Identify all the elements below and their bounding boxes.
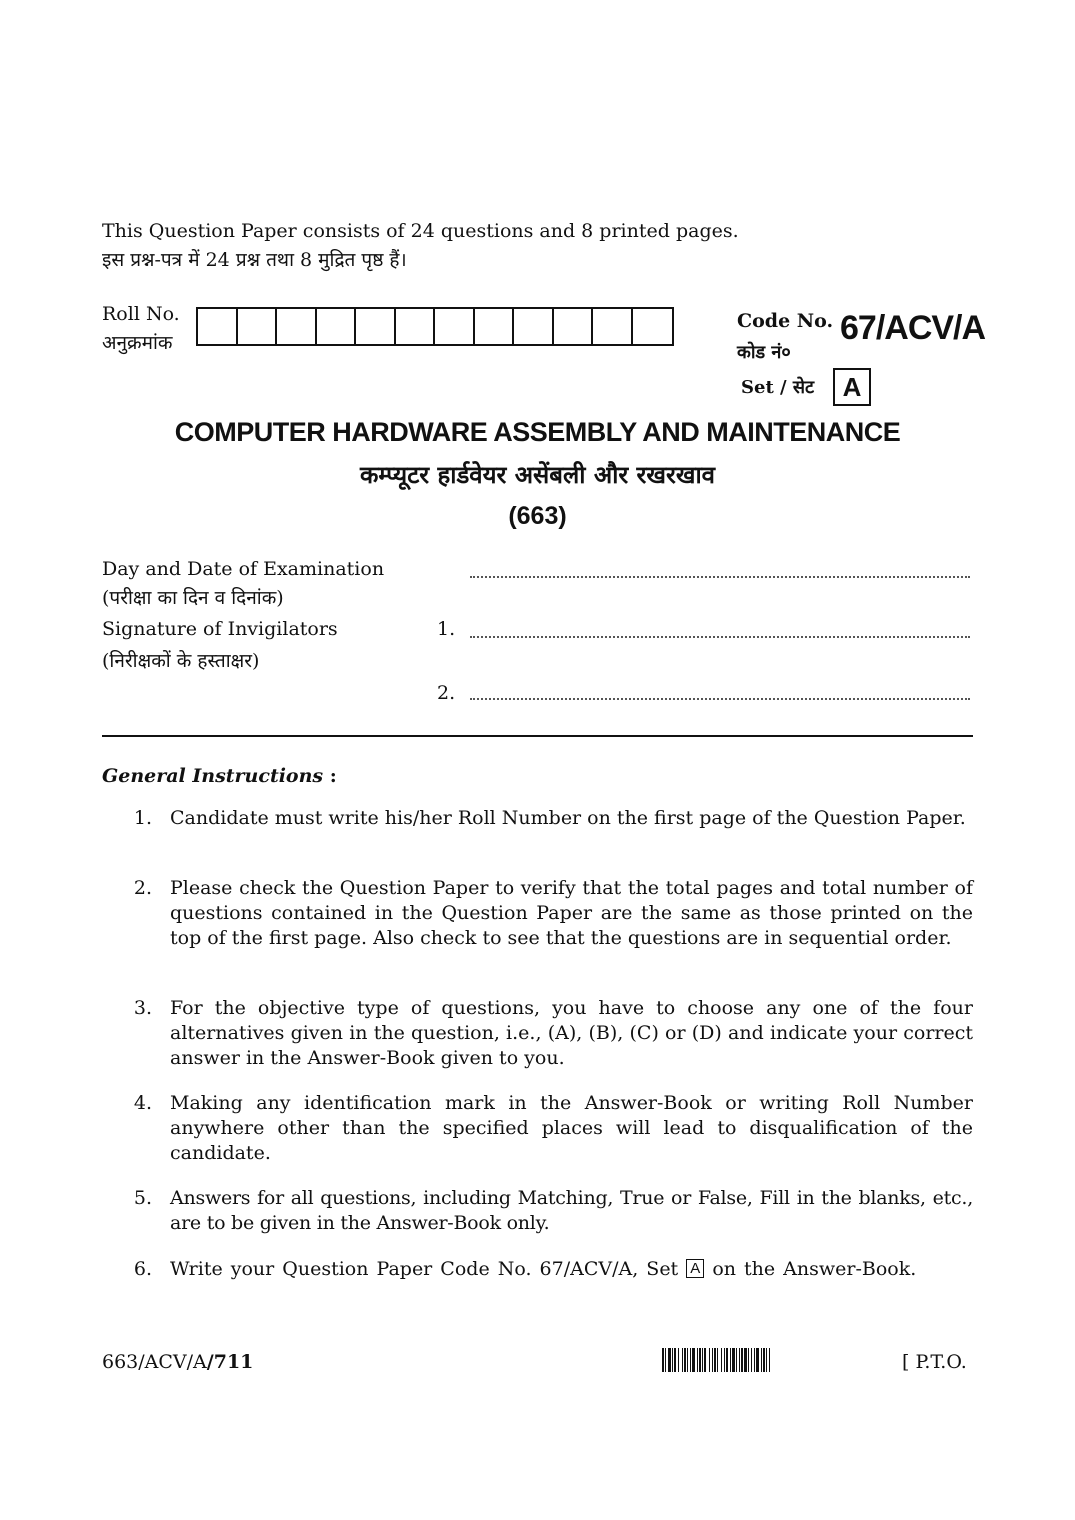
signature-2-number: 2. [437, 682, 456, 704]
roll-number-cell[interactable] [475, 309, 515, 344]
signature-2-field[interactable] [470, 698, 970, 700]
roll-number-cell[interactable] [396, 309, 436, 344]
instruction-text-part: Write your Question Paper Code No. 67/ACV/A, Set [170, 1258, 679, 1280]
barcode-image [662, 1348, 773, 1372]
instructions-heading-text: General Instructions [102, 765, 324, 787]
question-paper-info-en: This Question Paper consists of 24 questions and 8 printed pages. [102, 220, 739, 242]
instruction-item [102, 1257, 973, 1282]
signature-label-en: Signature of Invigilators [102, 618, 338, 640]
instruction-item [102, 1186, 973, 1236]
instruction-number: 1. [133, 807, 152, 829]
roll-number-cell[interactable] [593, 309, 633, 344]
pto-label: [ P.T.O. [902, 1351, 967, 1373]
instructions-heading-colon: : [329, 765, 337, 787]
roll-label-en: Roll No. [102, 303, 180, 325]
set-inline-box: A [686, 1259, 704, 1278]
paper-title-en: COMPUTER HARDWARE ASSEMBLY AND MAINTENANCE [174, 417, 901, 447]
instruction-item [102, 876, 973, 951]
roll-number-cell[interactable] [554, 309, 594, 344]
instruction-text: Candidate must write his/her Roll Number on the first page of the Question Paper. [170, 807, 966, 829]
roll-label-hi: अनुक्रमांक [102, 332, 173, 354]
instruction-text: Making any identification mark in the Answer-Book or writing Roll Number anywhere other than the specified places will lead to disqualification of the candidate. [170, 1092, 973, 1164]
signature-1-number: 1. [437, 618, 456, 640]
roll-number-cell[interactable] [514, 309, 554, 344]
instruction-number: 6. [133, 1258, 152, 1280]
day-date-label-en: Day and Date of Examination [102, 558, 385, 580]
instruction-item [102, 996, 973, 1071]
barcode-bar [770, 1348, 773, 1372]
code-value: 67/ACV/A [840, 309, 986, 347]
divider [102, 735, 973, 737]
paper-subject-code: (663) [508, 502, 567, 530]
footer-code-plain: 663/ACV/A [102, 1351, 207, 1373]
signature-1-field[interactable] [470, 636, 970, 638]
roll-number-boxes[interactable] [196, 307, 674, 346]
instruction-text: For the objective type of questions, you have to choose any one of the four alternatives given in the question, i.e., (A), (B), (C) or (D) and indicate your correct answer in the Answer-Book given to you. [170, 997, 973, 1069]
instruction-number: 5. [133, 1187, 152, 1209]
instruction-number: 4. [133, 1092, 152, 1114]
instruction-text: Answers for all questions, including Matching, True or False, Fill in the blanks, etc., are to be given in the Answer-Book only. [170, 1187, 973, 1234]
footer-code [102, 1350, 253, 1375]
instruction-text-part: on the Answer-Book. [712, 1258, 917, 1280]
instruction-item [102, 1091, 973, 1166]
footer-code-bold: /711 [206, 1351, 254, 1373]
instruction-text [170, 1257, 973, 1282]
code-label-hi: कोड नं० [737, 342, 791, 363]
question-paper-info-hi: इस प्रश्न-पत्र में 24 प्रश्न तथा 8 मुद्रित पृष्ठ हैं। [102, 249, 407, 271]
roll-number-cell[interactable] [277, 309, 317, 344]
roll-number-cell[interactable] [435, 309, 475, 344]
instruction-number: 2. [133, 877, 152, 899]
day-date-field[interactable] [470, 576, 970, 578]
roll-number-cell[interactable] [356, 309, 396, 344]
instruction-item [102, 806, 973, 831]
roll-number-cell[interactable] [198, 309, 238, 344]
instructions-heading [102, 765, 337, 787]
set-label: Set / सेट [741, 377, 815, 398]
code-label-en: Code No. [737, 310, 834, 332]
roll-number-cell[interactable] [238, 309, 278, 344]
instruction-number: 3. [133, 997, 152, 1019]
instruction-text: Please check the Question Paper to verify that the total pages and total number of questions contained in the Question Paper are the same as those printed on the top of the first page. Also check to see that the questions are in sequential order. [170, 877, 973, 949]
paper-title-hi: कम्प्यूटर हार्डवेयर असेंबली और रखरखाव [359, 460, 716, 489]
roll-number-cell[interactable] [633, 309, 673, 344]
day-date-label-hi: (परीक्षा का दिन व दिनांक) [102, 587, 284, 609]
set-box: A [833, 368, 871, 406]
signature-label-hi: (निरीक्षकों के हस्ताक्षर) [102, 650, 260, 672]
roll-number-cell[interactable] [317, 309, 357, 344]
